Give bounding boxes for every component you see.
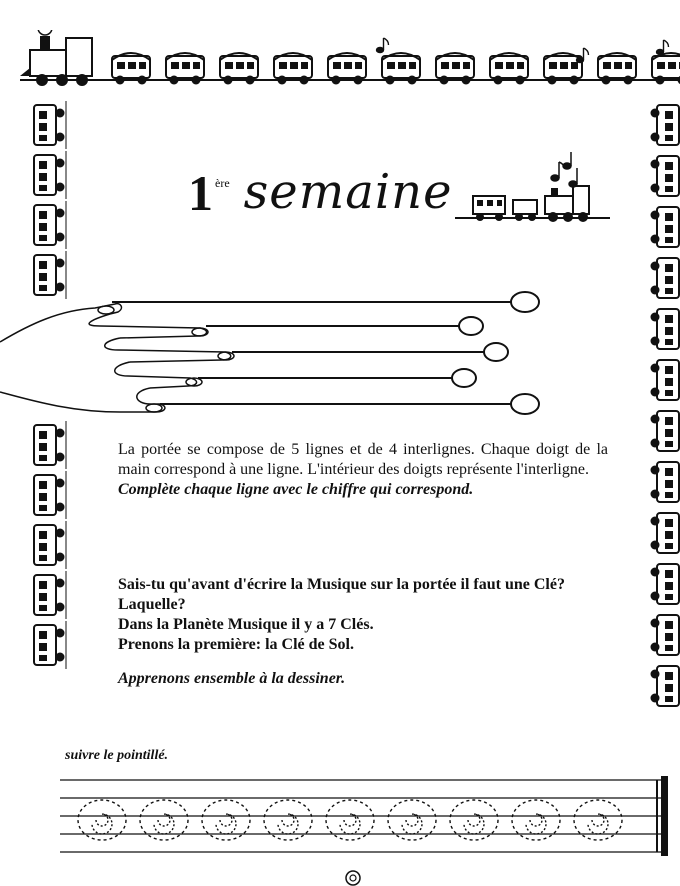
wagon-icon — [34, 151, 66, 199]
wagon-icon — [651, 615, 680, 655]
wagon-icon — [34, 621, 66, 669]
wagon-icon — [34, 421, 66, 469]
title-superscript: ère — [215, 176, 230, 190]
title-train-icon — [455, 150, 615, 230]
top-train-border — [20, 30, 680, 92]
title-word: semaine — [243, 164, 453, 220]
intro-paragraph — [118, 440, 608, 500]
music-note-icon — [551, 152, 577, 187]
wagon-icon — [34, 471, 66, 519]
question-line: Dans la Planète Musique il y a 7 Clés. — [118, 616, 374, 633]
wagon-icon — [34, 101, 66, 149]
wagon-icon — [651, 462, 680, 502]
wagon-icon — [651, 564, 680, 604]
right-train-border — [645, 95, 680, 715]
wagon-icon — [34, 521, 66, 569]
hand-staff-icon — [0, 280, 560, 420]
wagon-icon — [651, 156, 680, 196]
intro-text: La portée se compose de 5 lignes et de 4 interlignes. Chaque doigt de la main correspond à une ligne. L'intérieur des doigts représente l'interligne. — [118, 441, 608, 478]
wagon-icon — [651, 666, 680, 706]
question-line: Laquelle? — [118, 596, 186, 613]
wagon-icon — [651, 105, 680, 145]
question-line: Prenons la première: la Clé de Sol. — [118, 636, 354, 653]
question-instruction: Apprenons ensemble à la dessiner. — [118, 670, 346, 687]
train-border-icon — [645, 95, 680, 715]
wagon-icon — [651, 309, 680, 349]
tracing-staff — [60, 770, 675, 860]
question-line: Sais-tu qu'avant d'écrire la Musique sur la portée il faut une Clé? — [118, 576, 565, 593]
locomotive-icon — [20, 30, 92, 86]
hand-staff-illustration — [0, 280, 560, 420]
page-mark-icon — [342, 870, 364, 886]
wagon-icon — [651, 207, 680, 247]
exercise-label: suivre le pointillé. — [65, 748, 169, 763]
wagon-icon — [651, 513, 680, 553]
train-border-icon — [20, 30, 680, 92]
intro-instruction: Complète chaque ligne avec le chiffre qui correspond. — [118, 481, 474, 498]
wagon-icon — [34, 571, 66, 619]
page-title — [188, 164, 453, 228]
wagon-icon — [651, 411, 680, 451]
wagon-icon — [651, 258, 680, 298]
music-note-icon — [377, 38, 389, 53]
title-number: 1 — [188, 165, 213, 221]
staff-icon — [60, 770, 675, 860]
wagon-icon — [34, 201, 66, 249]
wagon-icon — [651, 360, 680, 400]
question-paragraph — [118, 575, 618, 689]
